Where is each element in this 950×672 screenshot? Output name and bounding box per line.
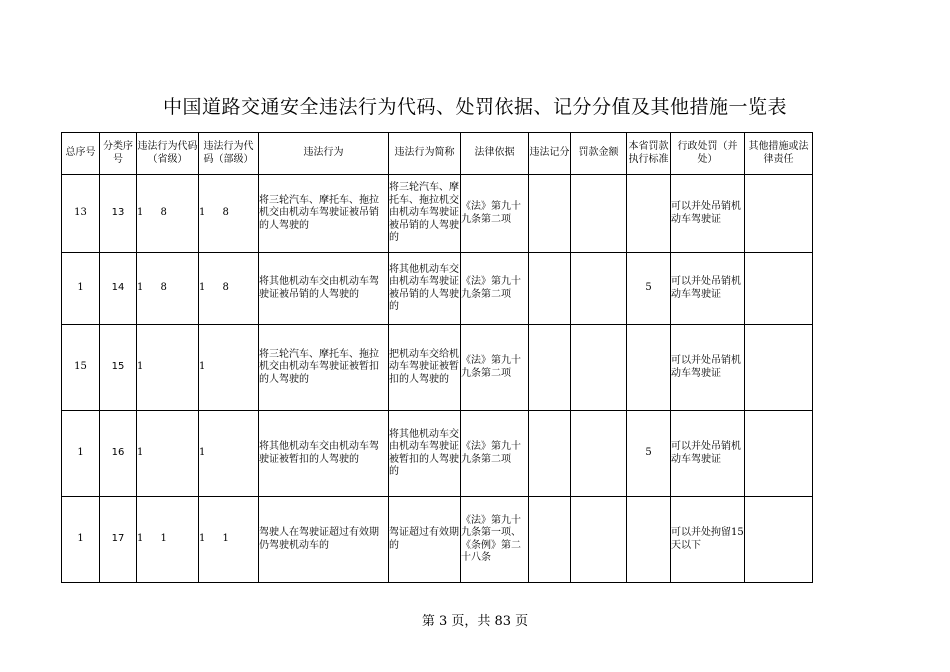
- table-header-row: [62, 133, 813, 175]
- cell-fine: [571, 411, 627, 497]
- cell-cat-no: 16: [100, 411, 137, 497]
- cell-abbrev: 将其他机动车交由机动车驾驶证被暂扣的人驾驶的: [389, 411, 461, 497]
- cell-code-dept: 1 8: [199, 253, 259, 325]
- cell-abbrev: 把机动车交给机动车驾驶证被暂扣的人驾驶的: [389, 325, 461, 411]
- cell-prov-std: [627, 175, 671, 253]
- cell-other: [745, 325, 813, 411]
- header-code-dept: 违法行为代码（部级）: [199, 133, 259, 175]
- cell-total-no: 1: [62, 411, 100, 497]
- header-legal-basis: 法律依据: [461, 133, 529, 175]
- cell-points: [529, 253, 571, 325]
- cell-other: [745, 497, 813, 583]
- cell-behavior: 将其他机动车交由机动车驾驶证被吊销的人驾驶的: [259, 253, 389, 325]
- cell-code-prov: 1 8: [137, 253, 199, 325]
- cell-admin-penalty: 可以并处吊销机动车驾驶证: [671, 325, 745, 411]
- cell-total-no: 13: [62, 175, 100, 253]
- cell-abbrev: 将其他机动车交由机动车驾驶证被吊销的人驾驶的: [389, 253, 461, 325]
- header-behavior: 违法行为: [259, 133, 389, 175]
- cell-legal-basis: 《法》第九十九条第二项: [461, 325, 529, 411]
- cell-admin-penalty: 可以并处吊销机动车驾驶证: [671, 253, 745, 325]
- cell-points: [529, 325, 571, 411]
- cell-behavior: 将三轮汽车、摩托车、拖拉机交由机动车驾驶证被暂扣的人驾驶的: [259, 325, 389, 411]
- page-title: 中国道路交通安全违法行为代码、处罚依据、记分分值及其他措施一览表: [162, 96, 787, 118]
- cell-code-prov: 1 8: [137, 175, 199, 253]
- cell-behavior: 将其他机动车交由机动车驾驶证被暂扣的人驾驶的: [259, 411, 389, 497]
- cell-cat-no: 17: [100, 497, 137, 583]
- cell-legal-basis: 《法》第九十九条第一项、《条例》第二十八条: [461, 497, 529, 583]
- cell-prov-std: [627, 325, 671, 411]
- cell-points: [529, 497, 571, 583]
- header-prov-std: 本省罚款执行标准: [627, 133, 671, 175]
- cell-code-prov: 1: [137, 411, 199, 497]
- cell-prov-std: 5: [627, 411, 671, 497]
- cell-prov-std: 5: [627, 253, 671, 325]
- cell-behavior: 将三轮汽车、摩托车、拖拉机交由机动车驾驶证被吊销的人驾驶的: [259, 175, 389, 253]
- cell-admin-penalty: 可以并处拘留15天以下: [671, 497, 745, 583]
- cell-other: [745, 411, 813, 497]
- cell-legal-basis: 《法》第九十九条第二项: [461, 253, 529, 325]
- table-row: [62, 411, 813, 497]
- table-row: [62, 253, 813, 325]
- cell-legal-basis: 《法》第九十九条第二项: [461, 175, 529, 253]
- table-row: [62, 325, 813, 411]
- cell-cat-no: 13: [100, 175, 137, 253]
- cell-code-dept: 1 8: [199, 175, 259, 253]
- cell-admin-penalty: 可以并处吊销机动车驾驶证: [671, 175, 745, 253]
- table-row: [62, 175, 813, 253]
- cell-cat-no: 15: [100, 325, 137, 411]
- cell-total-no: 1: [62, 497, 100, 583]
- header-admin-penalty: 行政处罚（并处）: [671, 133, 745, 175]
- cell-total-no: 1: [62, 253, 100, 325]
- cell-points: [529, 175, 571, 253]
- cell-code-dept: 1: [199, 325, 259, 411]
- cell-behavior: 驾驶人在驾驶证超过有效期仍驾驶机动车的: [259, 497, 389, 583]
- header-points: 违法记分: [529, 133, 571, 175]
- header-total-no: 总序号: [62, 133, 100, 175]
- cell-fine: [571, 497, 627, 583]
- cell-other: [745, 253, 813, 325]
- cell-admin-penalty: 可以并处吊销机动车驾驶证: [671, 411, 745, 497]
- page-footer: 第 3 页，共 83 页: [421, 614, 529, 629]
- cell-code-prov: 1 1: [137, 497, 199, 583]
- cell-code-dept: 1 1: [199, 497, 259, 583]
- violation-table: [61, 132, 813, 583]
- cell-abbrev: 驾证超过有效期的: [389, 497, 461, 583]
- header-abbrev: 违法行为简称: [389, 133, 461, 175]
- cell-legal-basis: 《法》第九十九条第二项: [461, 411, 529, 497]
- header-code-prov: 违法行为代码（省级）: [137, 133, 199, 175]
- cell-fine: [571, 325, 627, 411]
- cell-fine: [571, 253, 627, 325]
- header-cat-no: 分类序号: [100, 133, 137, 175]
- cell-total-no: 15: [62, 325, 100, 411]
- cell-points: [529, 411, 571, 497]
- cell-cat-no: 14: [100, 253, 137, 325]
- cell-code-dept: 1: [199, 411, 259, 497]
- header-other: 其他措施或法律责任: [745, 133, 813, 175]
- cell-fine: [571, 175, 627, 253]
- cell-prov-std: [627, 497, 671, 583]
- cell-other: [745, 175, 813, 253]
- cell-code-prov: 1: [137, 325, 199, 411]
- table-row: [62, 497, 813, 583]
- cell-abbrev: 将三轮汽车、摩托车、拖拉机交由机动车驾驶证被吊销的人驾驶的: [389, 175, 461, 253]
- header-fine: 罚款金额: [571, 133, 627, 175]
